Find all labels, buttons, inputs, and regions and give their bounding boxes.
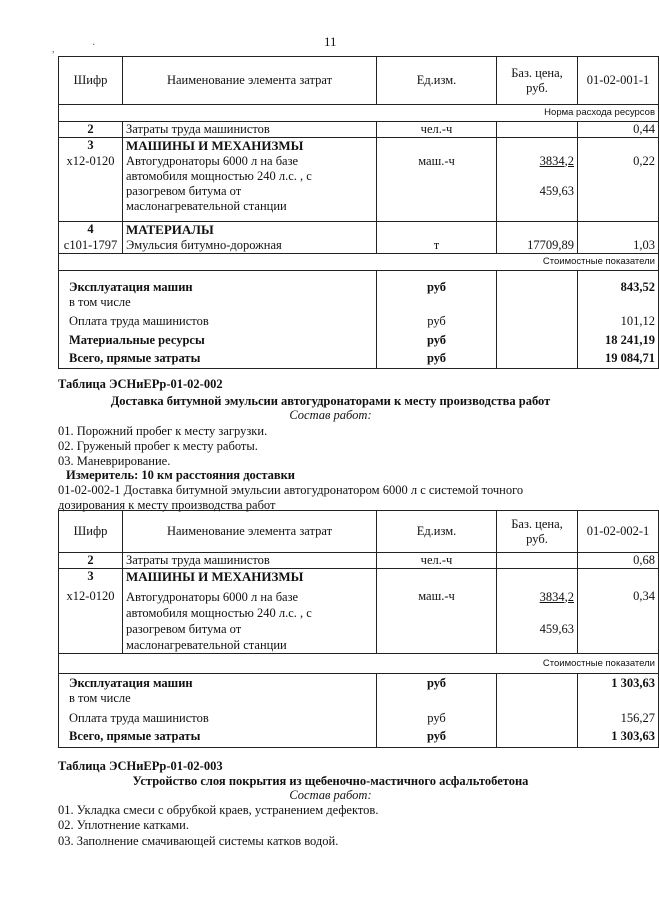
cost-unit: руб xyxy=(377,729,497,747)
resource-table-1 xyxy=(58,56,659,369)
cost-unit: руб xyxy=(377,271,497,295)
empty-cell xyxy=(578,691,659,707)
resource-unit: т xyxy=(377,238,497,254)
cost-note: в том числе xyxy=(59,295,377,311)
resource-unit: маш.-ч xyxy=(377,154,497,222)
works-title: Состав работ: xyxy=(289,408,372,422)
resource-name xyxy=(123,585,377,654)
resource-name-line: разогревом битума от xyxy=(126,183,242,198)
resource-price: 17709,89 xyxy=(497,238,578,254)
row-num: 3 xyxy=(59,569,123,585)
cost-unit: руб xyxy=(377,311,497,333)
empty-cell xyxy=(497,333,578,351)
header-unit: Ед.изм. xyxy=(377,511,497,553)
empty-cell xyxy=(497,729,578,747)
header-name: Наименование элемента затрат xyxy=(123,57,377,105)
cost-value: 156,27 xyxy=(578,707,659,729)
spacer xyxy=(500,169,574,184)
section-title: МАШИНЫ И МЕХАНИЗМЫ xyxy=(123,569,377,585)
cost-name: Эксплуатация машин xyxy=(59,271,377,295)
cost-value: 843,52 xyxy=(578,271,659,295)
empty-cell xyxy=(578,569,659,585)
cost-label: Стоимостные показатели xyxy=(59,254,659,271)
cost-value: 101,12 xyxy=(578,311,659,333)
cost-unit: руб xyxy=(377,351,497,369)
resource-code: х12-0120 xyxy=(59,585,123,654)
scan-mark: · xyxy=(92,40,96,51)
works-title: Состав работ: xyxy=(289,788,372,802)
resource-unit: маш.-ч xyxy=(377,585,497,654)
meter: Измеритель: 10 км расстояния доставки xyxy=(66,468,296,482)
row-num: 4 xyxy=(59,222,123,238)
cost-name: Материальные ресурсы xyxy=(59,333,377,351)
work-item: 02. Груженый пробег к месту работы. xyxy=(58,439,258,453)
resource-name-line: маслонагревательной станции xyxy=(126,198,287,213)
row-num: 2 xyxy=(59,553,123,569)
cost-value: 1 303,63 xyxy=(578,729,659,747)
section-title: МАТЕРИАЛЫ xyxy=(123,222,377,238)
work-item: 02. Уплотнение катками. xyxy=(58,818,189,832)
cost-unit: руб xyxy=(377,673,497,691)
row-value: 0,44 xyxy=(578,122,659,138)
header-code: Шифр xyxy=(59,511,123,553)
cost-name: Оплата труда машинистов xyxy=(59,311,377,333)
price-line: 3834,2 xyxy=(539,589,574,604)
norm-description: дозирования к месту производства работ xyxy=(58,498,276,512)
empty-cell xyxy=(497,311,578,333)
empty-cell xyxy=(497,673,578,691)
resource-name-line: разогревом битума от xyxy=(126,621,242,636)
resource-value: 0,22 xyxy=(578,154,659,222)
resource-value: 0,34 xyxy=(578,585,659,654)
section-title: МАШИНЫ И МЕХАНИЗМЫ xyxy=(123,138,377,154)
header-name: Наименование элемента затрат xyxy=(123,511,377,553)
price-line: 459,63 xyxy=(539,621,574,636)
resource-price xyxy=(497,154,578,222)
cost-unit: руб xyxy=(377,707,497,729)
empty-cell xyxy=(377,222,497,238)
resource-code: с101-1797 xyxy=(59,238,123,254)
row-name: Затраты труда машинистов xyxy=(123,553,377,569)
header-code: Шифр xyxy=(59,57,123,105)
cost-name: Всего, прямые затраты xyxy=(59,729,377,747)
empty-cell xyxy=(497,351,578,369)
row-unit: чел.-ч xyxy=(377,553,497,569)
norm-label: Норма расхода ресурсов xyxy=(59,105,659,122)
page-number: 11 xyxy=(324,34,337,49)
empty-cell xyxy=(578,222,659,238)
row-value: 0,68 xyxy=(578,553,659,569)
table-id: Таблица ЭСНиЕРр-01-02-003 xyxy=(58,759,223,773)
cost-name: Эксплуатация машин xyxy=(59,673,377,691)
empty-cell xyxy=(497,295,578,311)
header-price: Баз. цена, руб. xyxy=(497,511,578,553)
empty-cell xyxy=(497,222,578,238)
row-num: 2 xyxy=(59,122,123,138)
row-unit: чел.-ч xyxy=(377,122,497,138)
resource-name-line: маслонагревательной станции xyxy=(126,637,287,652)
resource-name xyxy=(123,154,377,222)
row-price xyxy=(497,553,578,569)
empty-cell xyxy=(497,691,578,707)
row-price xyxy=(497,122,578,138)
resource-table-2 xyxy=(58,510,659,748)
cost-unit: руб xyxy=(377,333,497,351)
spacer xyxy=(500,605,574,621)
norm-description: 01-02-002-1 Доставка битумной эмульсии автогудронатором 6000 л с системой точного xyxy=(58,483,524,497)
cost-note: в том числе xyxy=(59,691,377,707)
price-line: 459,63 xyxy=(539,183,574,198)
resource-name-line: Автогудронаторы 6000 л на базе xyxy=(126,589,299,604)
empty-cell xyxy=(497,138,578,154)
cost-label: Стоимостные показатели xyxy=(59,653,659,673)
resource-name-line: автомобиля мощностью 240 л.с. , с xyxy=(126,168,312,183)
empty-cell xyxy=(497,271,578,295)
work-item: 03. Заполнение смачивающей системы катков водой. xyxy=(58,834,339,848)
cost-name: Оплата труда машинистов xyxy=(59,707,377,729)
work-item: 03. Маневрирование. xyxy=(58,454,171,468)
scan-mark: , xyxy=(52,44,55,55)
empty-cell xyxy=(578,138,659,154)
header-norm-code: 01-02-001-1 xyxy=(578,57,659,105)
empty-cell xyxy=(377,691,497,707)
header-norm-code: 01-02-002-1 xyxy=(578,511,659,553)
resource-price xyxy=(497,585,578,654)
row-num: 3 xyxy=(59,138,123,154)
work-item: 01. Укладка смеси с обрубкой краев, устранением дефектов. xyxy=(58,803,379,817)
empty-cell xyxy=(377,569,497,585)
resource-code: х12-0120 xyxy=(59,154,123,222)
cost-value: 19 084,71 xyxy=(578,351,659,369)
table-id: Таблица ЭСНиЕРр-01-02-002 xyxy=(58,377,223,391)
resource-name-line: автомобиля мощностью 240 л.с. , с xyxy=(126,605,312,620)
price-line: 3834,2 xyxy=(539,153,574,168)
header-price: Баз. цена, руб. xyxy=(497,57,578,105)
cost-value: 18 241,19 xyxy=(578,333,659,351)
header-unit: Ед.изм. xyxy=(377,57,497,105)
row-name: Затраты труда машинистов xyxy=(123,122,377,138)
table-title: Доставка битумной эмульсии автогудронаторами к месту производства работ xyxy=(110,394,551,408)
empty-cell xyxy=(497,707,578,729)
work-item: 01. Порожний пробег к месту загрузки. xyxy=(58,424,268,438)
empty-cell xyxy=(578,295,659,311)
resource-name: Эмульсия битумно-дорожная xyxy=(123,238,377,254)
empty-cell xyxy=(377,295,497,311)
empty-cell xyxy=(377,138,497,154)
cost-name: Всего, прямые затраты xyxy=(59,351,377,369)
table-title: Устройство слоя покрытия из щебеночно-мастичного асфальтобетона xyxy=(132,774,529,788)
resource-name-line: Автогудронаторы 6000 л на базе xyxy=(126,153,299,168)
resource-value: 1,03 xyxy=(578,238,659,254)
cost-value: 1 303,63 xyxy=(578,673,659,691)
empty-cell xyxy=(497,569,578,585)
